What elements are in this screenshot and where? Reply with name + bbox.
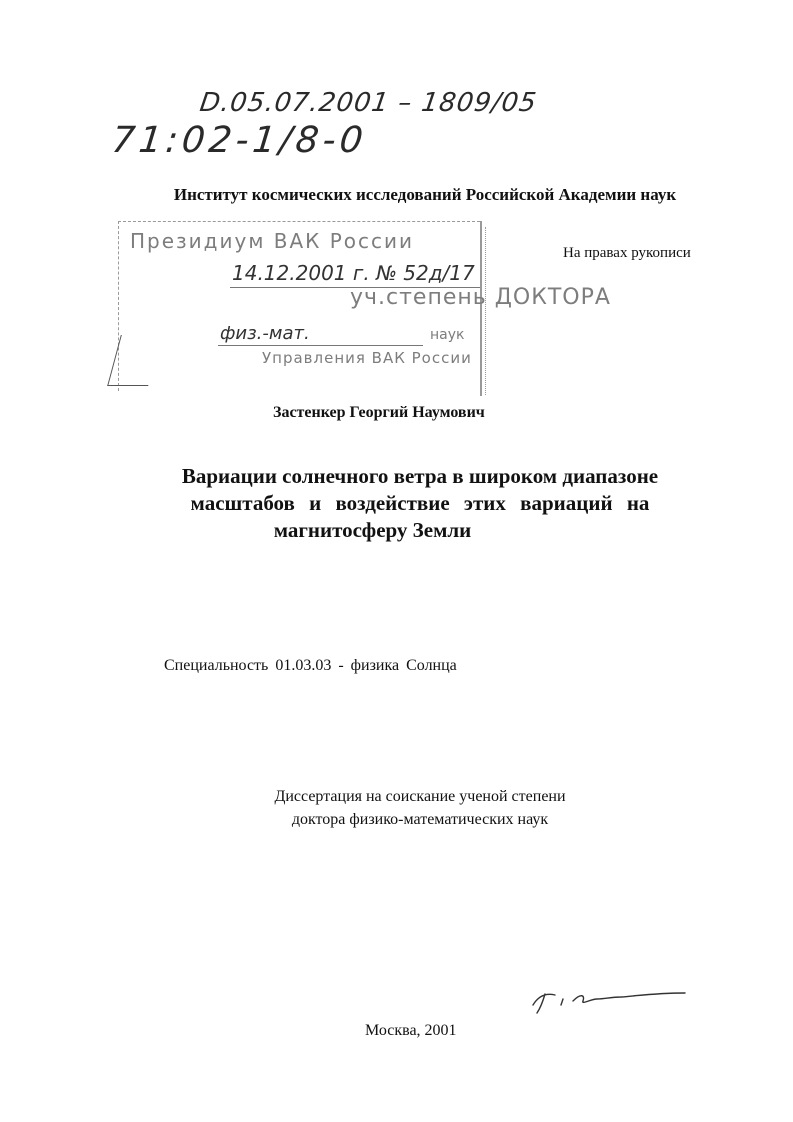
rights-notice: На правах рукописи (563, 245, 691, 261)
dissertation-title (100, 463, 740, 544)
stamp-date-number: 14.12.2001 г. № 52д/17 (232, 261, 475, 285)
title-line-3: магнитосферу Земли (273, 518, 472, 542)
specialty: Специальность 01.03.03 - физика Солнца (164, 657, 457, 674)
title-line-1: Вариации солнечного ветра в широком диапазоне (181, 464, 659, 488)
stamp-frame-right-dotted (485, 227, 486, 395)
stamp-authority: Президиум ВАК России (130, 229, 415, 253)
stamp-science-word: наук (430, 327, 465, 343)
handwritten-catalog-code: 71:02-1/8-0 (109, 120, 369, 161)
dissertation-degree (200, 785, 640, 831)
stamp-office: Управления ВАК России (262, 349, 472, 367)
signature-icon (525, 985, 690, 1020)
author-name: Застенкер Георгий Наумович (273, 404, 485, 421)
title-line-2: масштабов и воздействие этих вариаций на (190, 491, 650, 515)
handwritten-registration-number: D.05.07.2001 – 1809/05 (197, 88, 539, 118)
stamp-degree: уч.степень ДОКТОРА (350, 285, 611, 310)
stamp-specialty-underline (218, 345, 423, 346)
dissertation-line-2: доктора физико-математических наук (291, 811, 549, 828)
dissertation-line-1: Диссертация на соискание ученой степени (274, 788, 566, 805)
institute-name: Институт космических исследований Российской Академии наук (173, 185, 677, 204)
vak-stamp (112, 215, 611, 400)
stamp-check-mark (107, 335, 162, 386)
city-year: Москва, 2001 (365, 1022, 457, 1039)
stamp-frame-top (118, 221, 480, 222)
stamp-specialty-handwritten: физ.-мат. (220, 323, 310, 344)
